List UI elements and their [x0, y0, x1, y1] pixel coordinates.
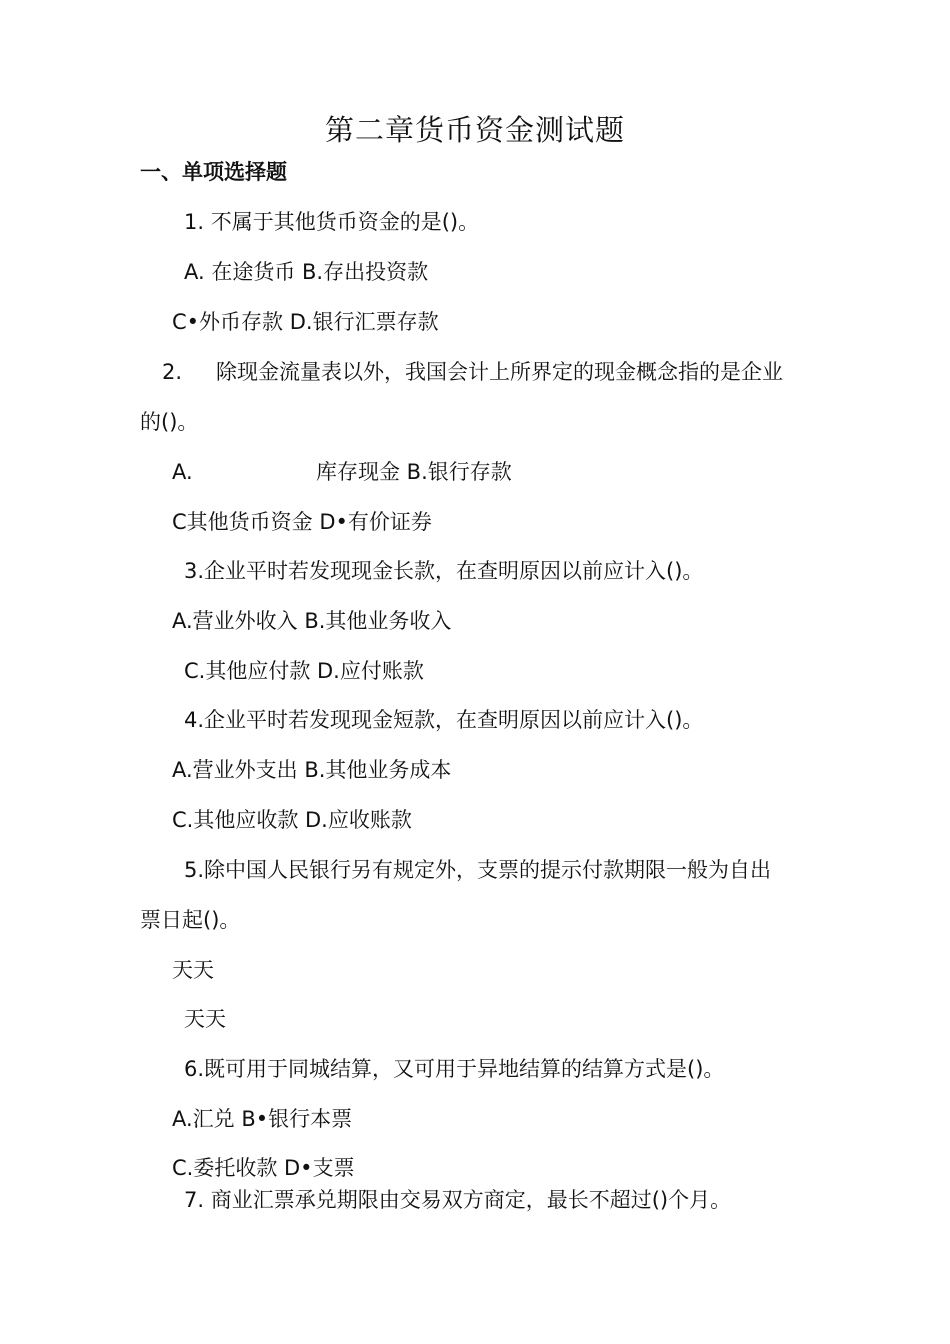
question-1-options-ab: A. 在途货币 B.存出投资款: [184, 260, 429, 284]
question-5-stem-line2: 票日起()。: [140, 908, 241, 932]
question-3-stem: 3.企业平时若发现现金长款，在查明原因以前应计入()。: [184, 559, 704, 583]
question-1-options-cd: C•外币存款 D.银行汇票存款: [172, 310, 439, 334]
question-6-options-cd: C.委托收款 D•支票: [172, 1156, 355, 1180]
question-4-options-ab: A.营业外支出 B.其他业务成本: [172, 758, 452, 782]
question-2-option-a-label: A.: [172, 460, 193, 484]
question-2-stem-line1: 除现金流量表以外，我国会计上所界定的现金概念指的是企业: [216, 360, 783, 384]
question-5-option-line2: 天天: [184, 1007, 226, 1031]
question-2-options-ab: 库存现金 B.银行存款: [316, 460, 512, 484]
question-6-options-ab: A.汇兑 B•银行本票: [172, 1107, 353, 1131]
question-2-options-cd: C其他货币资金 D•有价证券: [172, 510, 432, 534]
section-heading: 一、单项选择题: [140, 160, 287, 184]
question-2-stem-line2: 的()。: [140, 410, 199, 434]
question-3-options-cd: C.其他应付款 D.应付账款: [184, 659, 424, 683]
question-5-stem-line1: 5.除中国人民银行另有规定外，支票的提示付款期限一般为自出: [184, 858, 772, 882]
question-4-stem: 4.企业平时若发现现金短款，在查明原因以前应计入()。: [184, 708, 704, 732]
question-3-options-ab: A.营业外收入 B.其他业务收入: [172, 609, 452, 633]
question-5-option-line1: 天天: [172, 958, 214, 982]
question-6-stem: 6.既可用于同城结算，又可用于异地结算的结算方式是()。: [184, 1057, 725, 1081]
question-2-number: 2.: [162, 360, 183, 384]
page-title: 第二章货币资金测试题: [324, 113, 625, 147]
question-4-options-cd: C.其他应收款 D.应收账款: [172, 808, 412, 832]
question-1-stem: 1. 不属于其他货币资金的是()。: [184, 210, 480, 234]
question-7-stem: 7. 商业汇票承兑期限由交易双方商定，最长不超过()个月。: [184, 1188, 732, 1212]
